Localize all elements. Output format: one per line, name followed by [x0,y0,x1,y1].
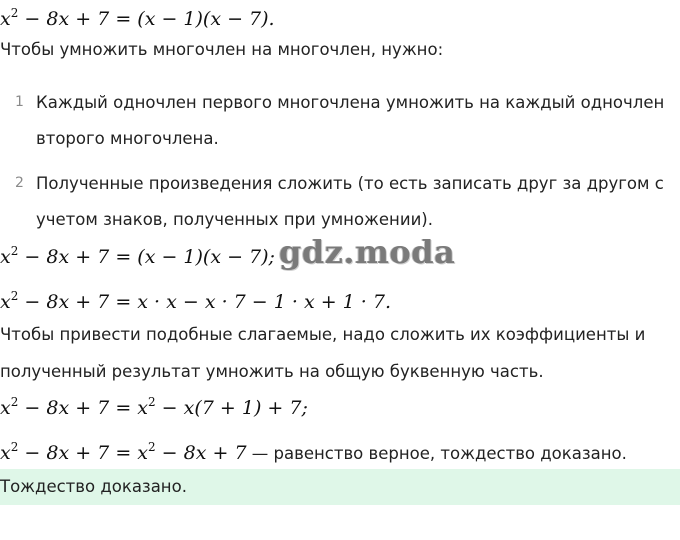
equation-4: $x^2 - 8x + 7 = x^2 - x(7 + 1) + 7$; [0,395,308,419]
list-item-text: Полученные произведения сложить (то есть записать друг за другом с учетом знаков, полученных при умножении). [36,174,664,229]
list-item-text: Каждый одночлен первого многочлена умножить на каждый одночлен второго многочлена. [36,93,665,148]
equation-1-rhs: (x − 1)(x − 7). [137,8,275,30]
equation-5: $x^2 - 8x + 7 = x^2 - 8x + 7$ — равенство верное, тождество доказано. [0,440,627,464]
equation-4-rhs: − x(7 + 1) + 7; [155,397,308,419]
answer-box [0,469,680,505]
equation-2-rhs: (x − 1)(x − 7); [137,246,275,268]
intro-text: Чтобы умножить многочлен на многочлен, нужно: [0,40,444,59]
equation-2: $x^2 - 8x + 7 = (x - 1)(x - 7)$; [0,244,275,268]
list-item-number: 2 [15,175,24,191]
equation-5-note: — равенство верное, тождество доказано. [246,444,627,463]
like-terms-text: Чтобы привести подобные слагаемые, надо сложить их коэффициенты и полученный результат умножить на общую буквенную часть. [0,325,646,381]
equation-3-rhs: x · x − x · 7 − 1 · x + 1 · 7. [137,291,392,313]
equation-5-rhs: − 8x + 7 [155,442,247,464]
watermark: gdz.moda [279,233,456,271]
answer-text: Тождество доказано. [0,477,187,496]
list-item-number: 1 [15,94,24,110]
equation-3: $x^2 - 8x + 7 = x \cdot x - x \cdot 7 - 1 \cdot x + 1 \cdot 7$. [0,289,392,313]
equation-1: $x^2 - 8x + 7 = (x - 1)(x - 7)$. [0,6,275,30]
